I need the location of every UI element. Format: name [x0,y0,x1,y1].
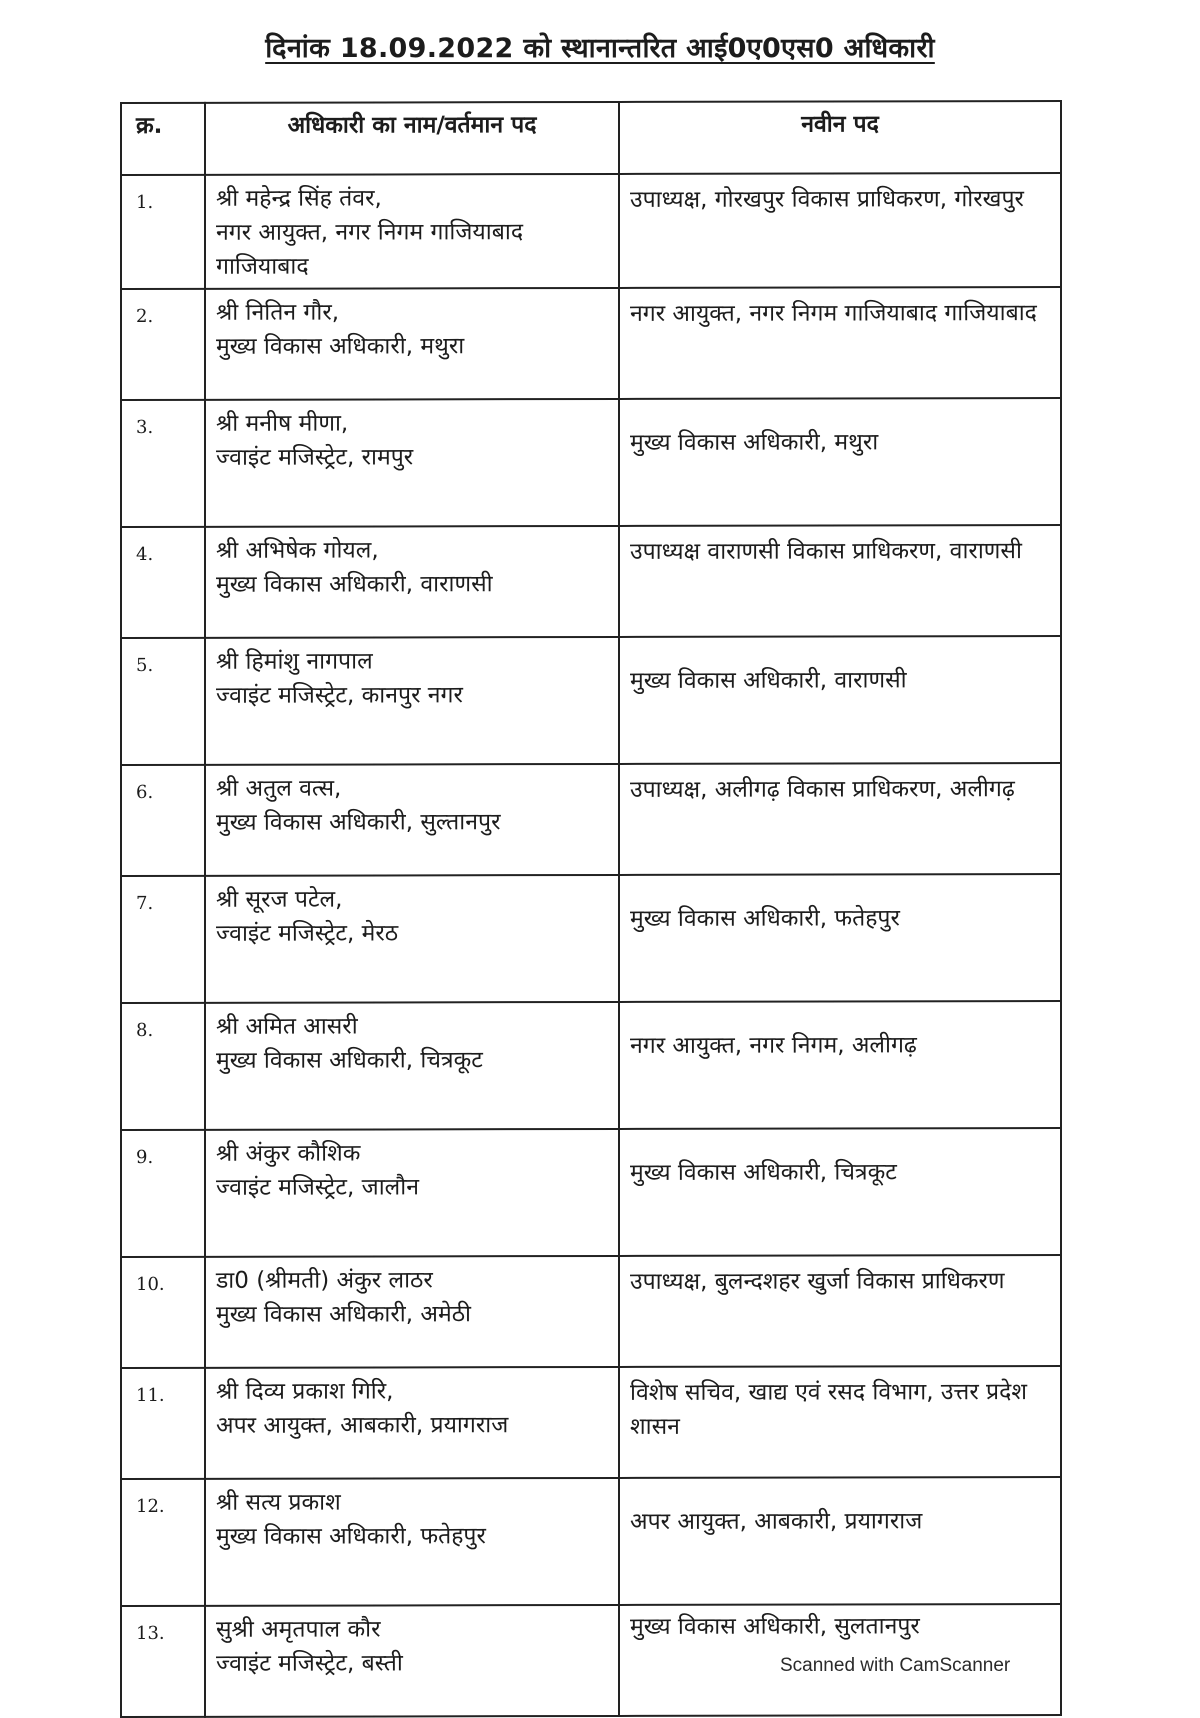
serial-number: 13. [121,1606,205,1717]
header-new-post: नवीन पद [619,101,1061,174]
table-header-row [121,101,1061,175]
officer-name: श्री मनीष मीणा, [216,410,349,437]
table-row [121,287,1061,400]
officer-cell [205,637,619,765]
table-body [121,173,1061,1717]
header-officer-name: अधिकारी का नाम/वर्तमान पद [205,102,619,175]
current-post: अपर आयुक्त, आबकारी, प्रयागराज [216,1412,509,1439]
serial-number: 2. [121,289,205,400]
transfer-table-container [120,100,1060,1718]
new-post: मुख्य विकास अधिकारी, मथुरा [619,398,1061,526]
table-row [121,173,1061,289]
new-post: अपर आयुक्त, आबकारी, प्रयागराज [619,1477,1061,1605]
new-post: उपाध्यक्ष, अलीगढ़ विकास प्राधिकरण, अलीगढ़ [619,763,1061,875]
officer-cell [205,875,619,1003]
new-post: उपाध्यक्ष वाराणसी विकास प्राधिकरण, वाराणसी [619,525,1061,637]
serial-number: 4. [121,527,205,638]
officer-name: श्री दिव्य प्रकाश गिरि, [216,1378,394,1405]
officer-name: श्री अमित आसरी [216,1013,358,1040]
new-post: मुख्य विकास अधिकारी, फतेहपुर [619,874,1061,1002]
serial-number: 9. [121,1130,205,1257]
scanner-watermark: Scanned with CamScanner [780,1655,1011,1676]
new-post: मुख्य विकास अधिकारी, चित्रकूट [619,1128,1061,1256]
serial-number: 1. [121,175,205,289]
current-post: मुख्य विकास अधिकारी, वाराणसी [216,571,493,598]
officer-cell [205,1129,619,1257]
officer-cell [205,1605,619,1717]
officer-name: श्री अभिषेक गोयल, [216,537,379,564]
officer-name: श्री अंकुर कौशिक [216,1140,361,1167]
officer-cell [205,288,619,400]
officer-name: डा0 (श्रीमती) अंकुर लाठर [216,1267,433,1294]
serial-number: 5. [121,638,205,765]
current-post: ज्वाइंट मजिस्ट्रेट, जालौन [216,1174,419,1201]
current-post: ज्वाइंट मजिस्ट्रेट, कानपुर नगर [216,682,463,709]
table-row [121,1128,1061,1257]
serial-number: 10. [121,1257,205,1368]
table-row [121,874,1061,1003]
table-row [121,1477,1061,1606]
table-row [121,763,1061,876]
officer-cell [205,1367,619,1479]
new-post: मुख्य विकास अधिकारी, सुलतानपुर [619,1604,1061,1716]
serial-number: 6. [121,765,205,876]
table-row [121,1255,1061,1368]
table-row [121,525,1061,638]
table-row [121,398,1061,527]
officer-cell [205,1478,619,1606]
officer-name: श्री नितिन गौर, [216,299,340,326]
officer-name: श्री अतुल वत्स, [216,775,342,802]
current-post: मुख्य विकास अधिकारी, मथुरा [216,333,465,360]
table-row [121,1366,1061,1479]
officer-cell [205,174,619,289]
officer-name: श्री हिमांशु नागपाल [216,648,373,675]
current-post: मुख्य विकास अधिकारी, अमेठी [216,1301,472,1328]
current-post: मुख्य विकास अधिकारी, चित्रकूट [216,1047,483,1074]
officer-name: सुश्री अमृतपाल कौर [216,1616,381,1643]
officer-name: श्री सत्य प्रकाश [216,1489,341,1516]
header-serial-number: क्र. [121,103,205,175]
officer-cell [205,764,619,876]
serial-number: 12. [121,1479,205,1606]
officer-cell [205,1256,619,1368]
current-post: मुख्य विकास अधिकारी, सुल्तानपुर [216,809,501,836]
new-post: उपाध्यक्ष, गोरखपुर विकास प्राधिकरण, गोरखपुर [619,173,1061,288]
officer-cell [205,526,619,638]
new-post: नगर आयुक्त, नगर निगम गाजियाबाद गाजियाबाद [619,287,1061,399]
officer-name: श्री सूरज पटेल, [216,886,343,913]
table-row [121,636,1061,765]
current-post: मुख्य विकास अधिकारी, फतेहपुर [216,1523,486,1550]
new-post: मुख्य विकास अधिकारी, वाराणसी [619,636,1061,764]
current-post: ज्वाइंट मजिस्ट्रेट, बस्ती [216,1650,403,1677]
transfer-table [120,100,1062,1718]
officer-cell [205,1002,619,1130]
serial-number: 3. [121,400,205,527]
serial-number: 11. [121,1368,205,1479]
current-post: नगर आयुक्त, नगर निगम गाजियाबाद गाजियाबाद [216,219,524,280]
new-post: विशेष सचिव, खाद्य एवं रसद विभाग, उत्तर प्रदेश शासन [619,1366,1061,1478]
current-post: ज्वाइंट मजिस्ट्रेट, मेरठ [216,920,399,947]
new-post: उपाध्यक्ष, बुलन्दशहर खुर्जा विकास प्राधिकरण [619,1255,1061,1367]
new-post: नगर आयुक्त, नगर निगम, अलीगढ़ [619,1001,1061,1129]
officer-cell [205,399,619,527]
serial-number: 8. [121,1003,205,1130]
current-post: ज्वाइंट मजिस्ट्रेट, रामपुर [216,444,414,471]
officer-name: श्री महेन्द्र सिंह तंवर, [216,185,382,212]
page-title-text: दिनांक 18.09.2022 को स्थानान्तरित आई0ए0एस0 अधिकारी [265,33,935,64]
table-row [121,1001,1061,1130]
page-title [0,28,1200,65]
serial-number: 7. [121,876,205,1003]
